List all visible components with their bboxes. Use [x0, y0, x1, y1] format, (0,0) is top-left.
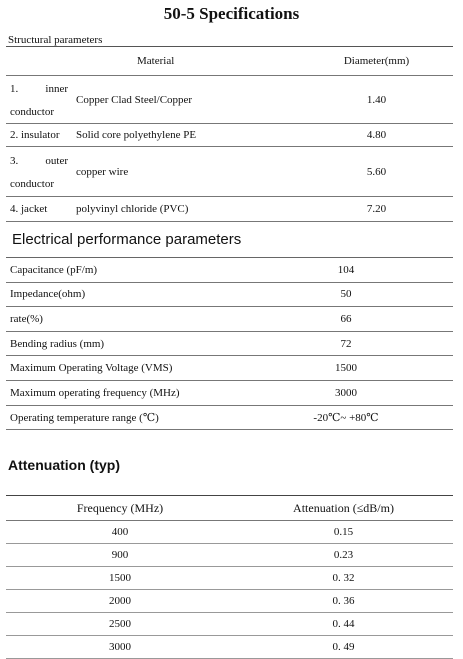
- frequency-cell: 400: [6, 521, 234, 544]
- parameter-value: 66: [340, 312, 352, 325]
- material-cell: Solid core polyethylene PE: [76, 129, 197, 141]
- table-row: [6, 521, 453, 544]
- table-row: [6, 331, 453, 356]
- parameter-name: Impedance(ohm): [10, 288, 86, 301]
- table-row: [6, 636, 453, 659]
- attenuation-cell: 0.15: [234, 521, 453, 544]
- table-row: [6, 544, 453, 567]
- frequency-cell: 1500: [6, 567, 234, 590]
- parameter-value: 104: [337, 263, 355, 276]
- parameter-name: Maximum operating frequency (MHz): [10, 386, 180, 399]
- part-header: [6, 47, 72, 76]
- table-header-row: [6, 496, 453, 521]
- attenuation-header: Attenuation (≤dB/m): [234, 496, 453, 521]
- diameter-cell: 4.80: [366, 129, 387, 141]
- table-row: [6, 380, 453, 405]
- attenuation-cell: 0. 32: [234, 567, 453, 590]
- table-row: [6, 197, 453, 222]
- table-row: [6, 282, 453, 307]
- parameter-name: Operating temperature range (℃): [10, 411, 159, 424]
- parameter-name: Capacitance (pF/m): [10, 263, 98, 276]
- attenuation-cell: 0. 49: [234, 636, 453, 659]
- table-row: [6, 590, 453, 613]
- material-header: Material: [137, 55, 175, 67]
- structural-parameters-table: [6, 46, 453, 222]
- parameter-name: rate(%): [10, 312, 43, 325]
- frequency-cell: 900: [6, 544, 234, 567]
- frequency-cell: 2000: [6, 590, 234, 613]
- electrical-performance-table: [6, 257, 453, 430]
- part-cell: 1. inner conductor: [10, 82, 68, 118]
- diameter-cell: 1.40: [366, 93, 387, 106]
- electrical-performance-heading: Electrical performance parameters: [12, 231, 242, 248]
- attenuation-cell: 0. 44: [234, 613, 453, 636]
- frequency-header: Frequency (MHz): [6, 496, 234, 521]
- table-row: [6, 356, 453, 381]
- attenuation-cell: 0.23: [234, 544, 453, 567]
- table-row: [6, 307, 453, 332]
- attenuation-heading: Attenuation (typ): [8, 457, 120, 473]
- diameter-cell: 5.60: [366, 165, 387, 178]
- page-title: 50-5 Specifications: [163, 4, 300, 23]
- diameter-header: Diameter(mm): [343, 55, 410, 67]
- material-cell: Copper Clad Steel/Copper: [76, 93, 193, 106]
- parameter-name: Maximum Operating Voltage (VMS): [10, 362, 173, 375]
- table-header-row: [6, 47, 453, 76]
- table-row: [6, 76, 453, 124]
- parameter-value: 50: [340, 288, 352, 301]
- parameter-value: -20℃~ +80℃: [313, 411, 379, 424]
- table-row: [6, 613, 453, 636]
- table-row: [6, 258, 453, 283]
- material-cell: polyvinyl chloride (PVC): [76, 203, 189, 215]
- table-row: [6, 124, 453, 147]
- table-row: [6, 147, 453, 197]
- parameter-value: 72: [340, 337, 352, 350]
- table-row: [6, 405, 453, 430]
- structural-parameters-label: Structural parameters: [8, 34, 103, 46]
- part-cell: 3. outer conductor: [10, 154, 68, 190]
- attenuation-table: [6, 495, 453, 659]
- parameter-value: 1500: [335, 362, 357, 375]
- table-row: [6, 567, 453, 590]
- attenuation-cell: 0. 36: [234, 590, 453, 613]
- parameter-name: Bending radius (mm): [10, 337, 105, 350]
- material-cell: copper wire: [76, 165, 129, 178]
- frequency-cell: 2500: [6, 613, 234, 636]
- part-cell: 2. insulator: [10, 129, 60, 141]
- frequency-cell: 3000: [6, 636, 234, 659]
- part-cell: 4. jacket: [10, 203, 48, 215]
- parameter-value: 3000: [335, 386, 357, 399]
- diameter-cell: 7.20: [366, 203, 387, 215]
